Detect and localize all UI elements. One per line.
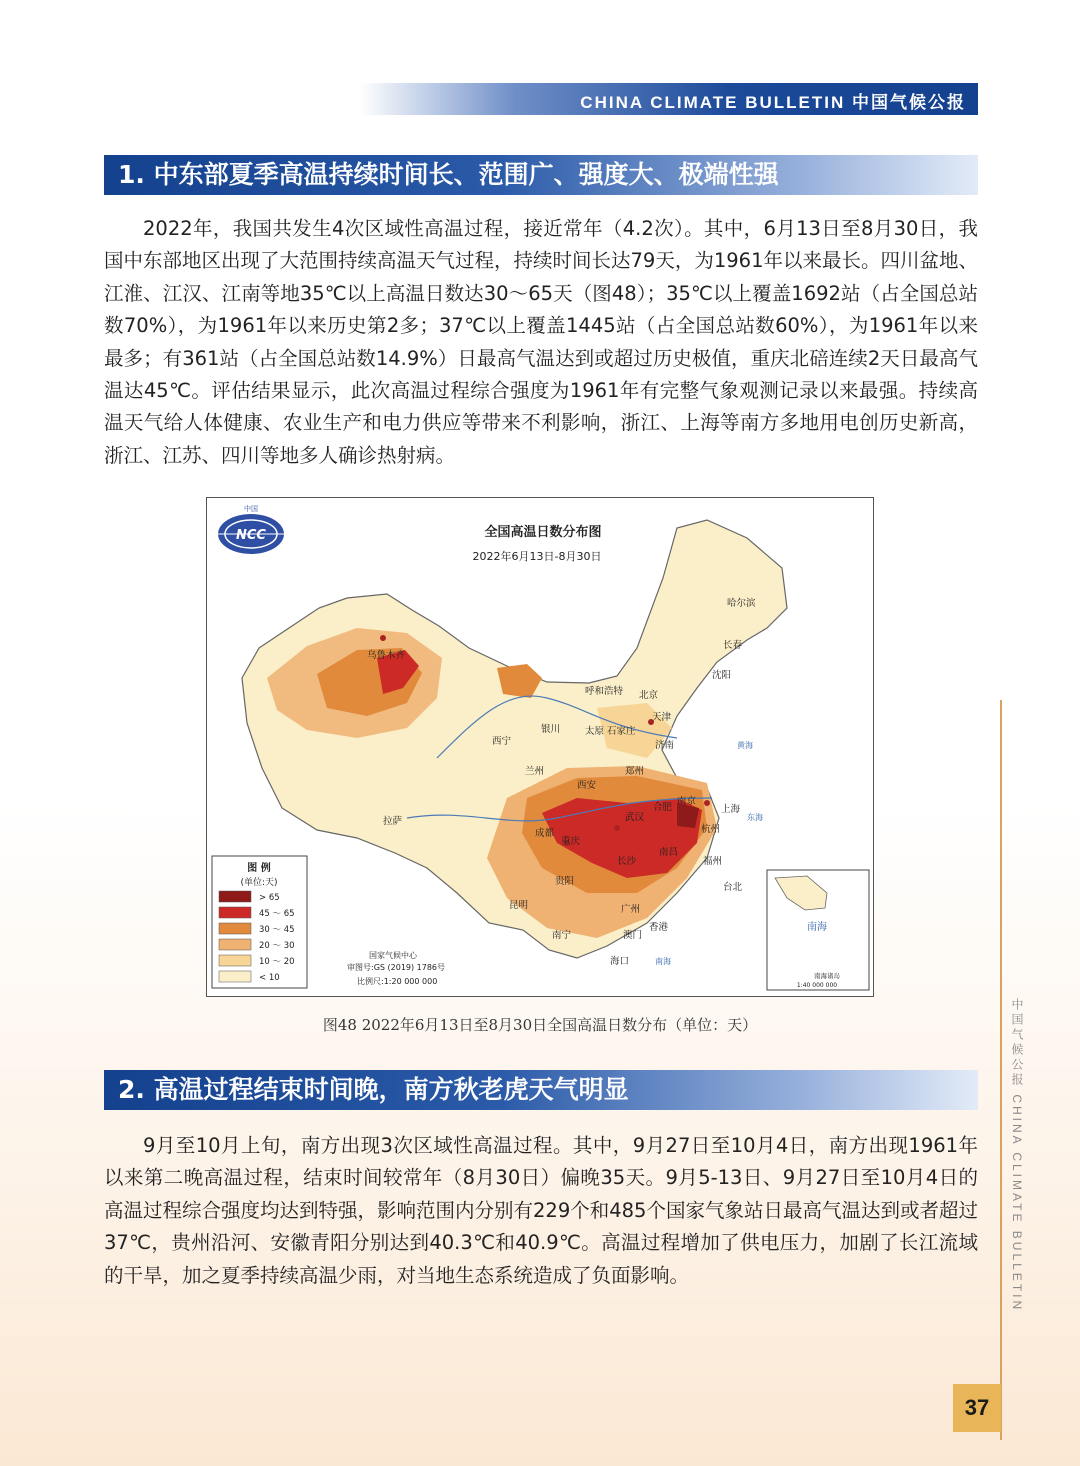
svg-text:南海: 南海 bbox=[655, 957, 671, 966]
svg-text:黄海: 黄海 bbox=[737, 741, 753, 750]
ncc-logo-top: 中国 bbox=[244, 505, 258, 513]
svg-text:台北: 台北 bbox=[723, 882, 743, 893]
svg-text:银川: 银川 bbox=[541, 724, 561, 735]
credit-text: 国家气候中心 bbox=[369, 951, 417, 960]
south-sea-inset bbox=[767, 870, 869, 990]
legend-label: 10 ～ 20 bbox=[259, 957, 295, 967]
city-marker bbox=[614, 825, 620, 831]
inset-caption: 南海诸岛 bbox=[814, 972, 840, 980]
svg-text:天津: 天津 bbox=[652, 712, 672, 723]
svg-text:太原: 太原 bbox=[585, 726, 605, 737]
svg-text:济南: 济南 bbox=[655, 740, 675, 751]
city-marker bbox=[380, 635, 386, 641]
page-number: 37 bbox=[953, 1384, 1001, 1432]
legend-label: 20 ～ 30 bbox=[259, 941, 295, 951]
svg-text:合肥: 合肥 bbox=[653, 802, 673, 813]
legend-label: 45 ～ 65 bbox=[259, 909, 295, 919]
legend-swatch bbox=[219, 971, 251, 982]
svg-text:贵阳: 贵阳 bbox=[555, 876, 575, 887]
side-vertical-text: 中国气候公报 CHINA CLIMATE BULLETIN bbox=[1010, 998, 1024, 1313]
legend-label: > 65 bbox=[259, 893, 280, 903]
legend-swatch bbox=[219, 891, 251, 902]
inset-scale: 1:40 000 000 bbox=[796, 982, 838, 989]
svg-text:长沙: 长沙 bbox=[617, 856, 637, 867]
map-subtitle: 2022年6月13日-8月30日 bbox=[472, 550, 602, 563]
legend-title: 图 例 bbox=[247, 863, 271, 874]
svg-text:武汉: 武汉 bbox=[625, 812, 645, 823]
svg-text:乌鲁木齐: 乌鲁木齐 bbox=[367, 650, 406, 661]
svg-text:香港: 香港 bbox=[649, 922, 669, 933]
svg-text:广州: 广州 bbox=[621, 904, 641, 915]
svg-text:兰州: 兰州 bbox=[525, 766, 545, 777]
section-1-body: 2022年，我国共发生4次区域性高温过程，接近常年（4.2次）。其中，6月13日至8月30日，我国中东部地区出现了大范围持续高温天气过程，持续时间长达79天，为1961年以来最长。四川盆地、江淮、江汉、江南等地35℃以上高温日数达30～65天（图48）；35℃以上覆盖1692站（占全国总站数70%），为1961年以来历史第2多；37℃以上覆盖1445站（占全国总站数60%），为1961年以来最多；有361站（占全国总站数14.9%）日最高气温达到或超过历史极值，重庆北碚连续2天日最高气温达45℃。评估结果显示，此次高温过程综合强度为1961年有完整气象观测记录以来最强。持续高温天气给人体健康、农业生产和电力供应等带来不利影响，浙江、上海等南方多地用电创历史新高，浙江、江苏、四川等地多人确诊热射病。 bbox=[104, 217, 978, 467]
svg-text:重庆: 重庆 bbox=[561, 836, 581, 847]
svg-text:成都: 成都 bbox=[535, 828, 555, 839]
svg-text:杭州: 杭州 bbox=[701, 824, 721, 835]
section-1-title: 1. 中东部夏季高温持续时间长、范围广、强度大、极端性强 bbox=[104, 155, 978, 195]
approval-text: 审图号:GS (2019) 1786号 bbox=[347, 963, 446, 972]
svg-text:福州: 福州 bbox=[703, 856, 723, 867]
legend-swatch bbox=[219, 939, 251, 950]
header-banner bbox=[360, 83, 978, 115]
legend-swatch bbox=[219, 923, 251, 934]
scale-text: 比例尺:1:20 000 000 bbox=[357, 977, 438, 986]
china-map-svg bbox=[207, 498, 872, 995]
inset-label: 南海 bbox=[807, 922, 827, 933]
bulletin-title: CHINA CLIMATE BULLETIN 中国气候公报 bbox=[580, 93, 966, 112]
svg-text:呼和浩特: 呼和浩特 bbox=[585, 686, 624, 697]
map-figure bbox=[206, 497, 874, 997]
svg-text:拉萨: 拉萨 bbox=[383, 816, 403, 827]
legend-swatch bbox=[219, 955, 251, 966]
svg-text:南京: 南京 bbox=[677, 796, 697, 807]
section-2-title: 2. 高温过程结束时间晚，南方秋老虎天气明显 bbox=[104, 1070, 978, 1110]
legend-unit: (单位:天) bbox=[240, 878, 278, 888]
svg-text:沈阳: 沈阳 bbox=[712, 670, 732, 681]
ncc-logo-text: NCC bbox=[236, 528, 266, 543]
section-2-body: 9月至10月上旬，南方出现3次区域性高温过程。其中，9月27日至10月4日，南方出现1961年以来第二晚高温过程，结束时间较常年（8月30日）偏晚35天。9月5-13日、9月27日至10月4日的高温过程综合强度均达到特强，影响范围内分别有229个和485个国家气象站日最高气温达到或者超过37℃，贵州沿河、安徽青阳分别达到40.3℃和40.9℃。高温过程增加了供电压力，加剧了长江流域的干旱，加之夏季持续高温少雨，对当地生态系统造成了负面影响。 bbox=[104, 1134, 978, 1287]
legend-label: < 10 bbox=[259, 973, 280, 983]
svg-text:上海: 上海 bbox=[721, 804, 741, 815]
legend-label: 30 ～ 45 bbox=[259, 925, 295, 935]
svg-text:南昌: 南昌 bbox=[659, 847, 679, 858]
svg-text:西安: 西安 bbox=[577, 780, 597, 791]
map-legend bbox=[212, 856, 307, 988]
svg-text:长春: 长春 bbox=[723, 640, 743, 651]
figure-caption: 图48 2022年6月13日至8月30日全国高温日数分布（单位：天） bbox=[322, 1016, 758, 1034]
svg-text:哈尔滨: 哈尔滨 bbox=[727, 598, 756, 609]
city-marker bbox=[704, 800, 710, 806]
svg-text:海口: 海口 bbox=[610, 956, 630, 967]
svg-text:澳门: 澳门 bbox=[623, 930, 643, 941]
svg-text:北京: 北京 bbox=[639, 690, 659, 701]
svg-text:西宁: 西宁 bbox=[492, 736, 512, 747]
svg-text:东海: 东海 bbox=[747, 813, 763, 822]
map-title: 全国高温日数分布图 bbox=[484, 525, 602, 540]
legend-swatch bbox=[219, 907, 251, 918]
svg-text:郑州: 郑州 bbox=[625, 766, 645, 777]
svg-text:昆明: 昆明 bbox=[509, 900, 529, 911]
side-divider bbox=[1000, 700, 1002, 1440]
svg-text:南宁: 南宁 bbox=[552, 930, 572, 941]
svg-text:石家庄: 石家庄 bbox=[607, 726, 636, 737]
